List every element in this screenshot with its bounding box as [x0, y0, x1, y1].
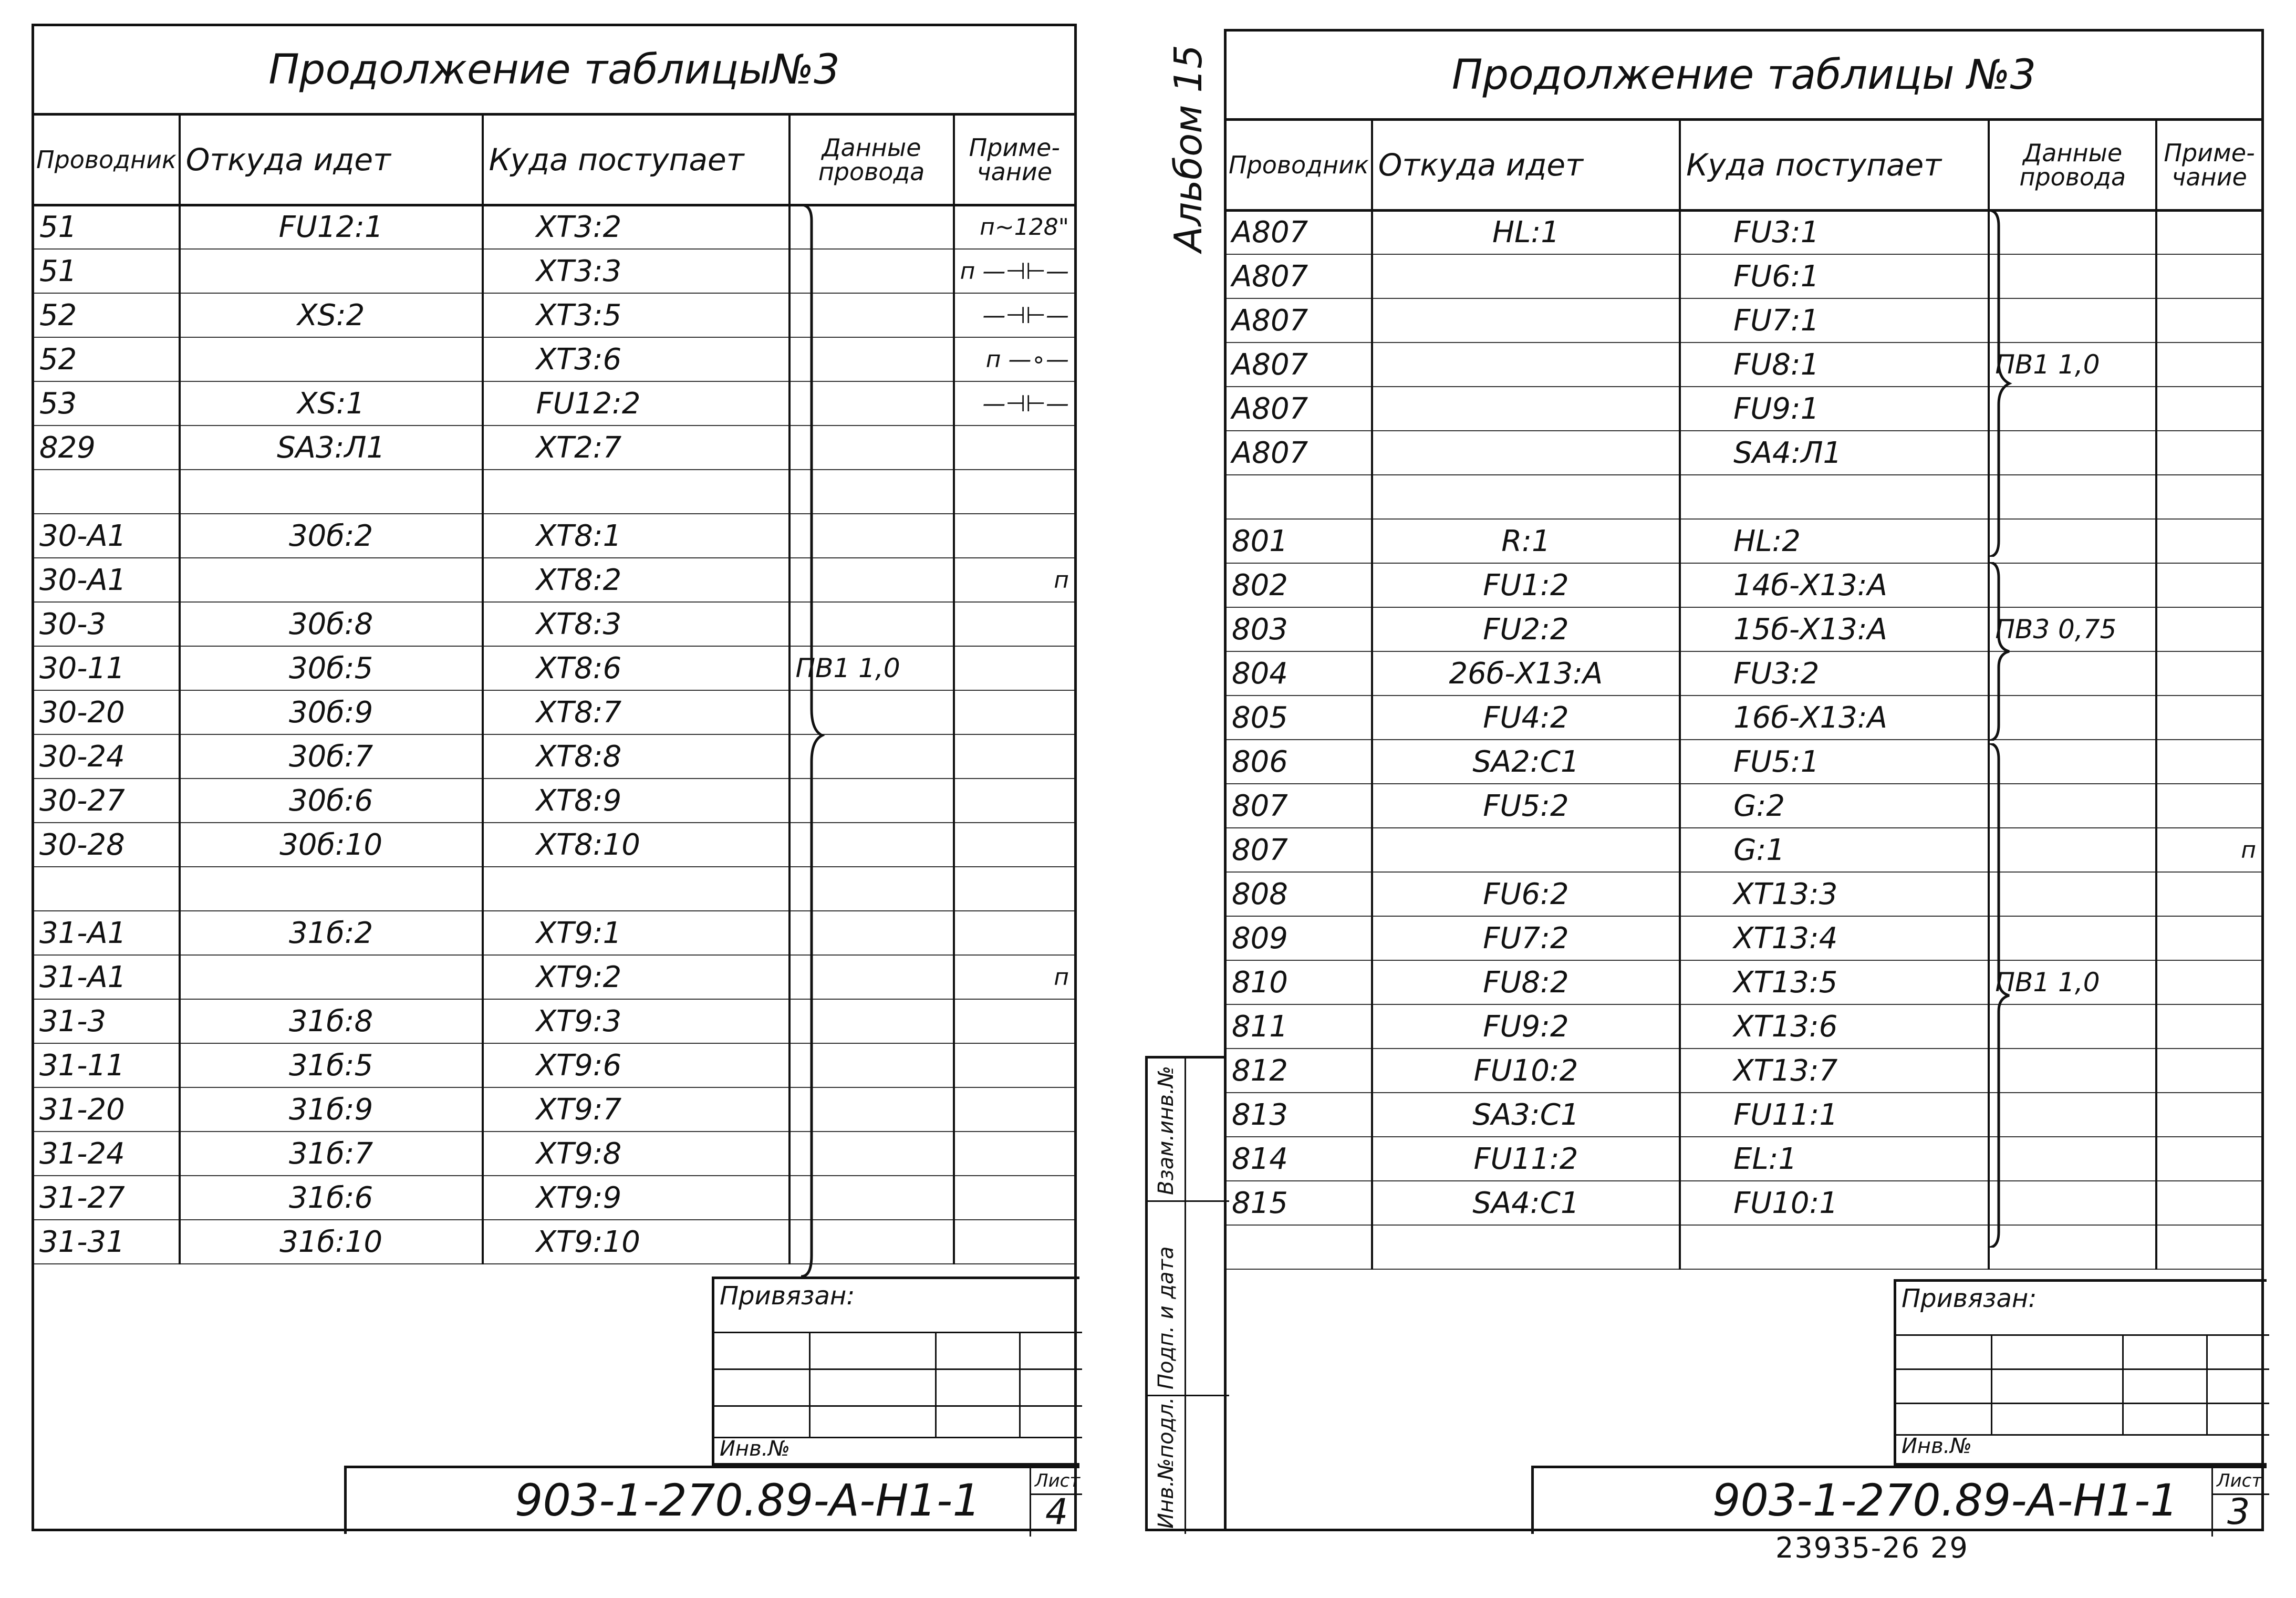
left-wire-table: [34, 116, 1074, 1264]
cell-note: п: [954, 558, 1074, 602]
cell-from: FU8:2: [1372, 960, 1680, 1004]
table-row: [34, 823, 1074, 867]
table-row: [1227, 343, 2261, 387]
header-to: Куда поступает: [483, 116, 789, 205]
left-inv-label: Инв.№: [720, 1437, 790, 1461]
cell-conductor: 51: [34, 205, 180, 249]
cell-to: FU12:2: [483, 381, 789, 426]
cell-note: [954, 514, 1074, 558]
album-label: Альбом 15: [1166, 45, 1210, 252]
cell-to: XT3:5: [483, 293, 789, 337]
cell-to: XT8:6: [483, 646, 789, 690]
right-inv-label: Инв.№: [1902, 1434, 1972, 1458]
cell-to: [1680, 475, 1989, 519]
cell-note: п~128": [954, 205, 1074, 249]
cell-conductor: 810: [1227, 960, 1372, 1004]
table-row: [1227, 607, 2261, 651]
cell-from: FU5:2: [1372, 784, 1680, 828]
left-table-body: [34, 205, 1074, 1264]
table-row: [34, 646, 1074, 690]
cell-from: [180, 337, 483, 381]
table-row: [1227, 431, 2261, 475]
cell-conductor: 31-24: [34, 1132, 180, 1176]
cell-to: XT13:7: [1680, 1049, 1989, 1093]
right-sheet-label: Лист: [2217, 1470, 2262, 1491]
cell-conductor: [1227, 1225, 1372, 1269]
cell-conductor: 31-11: [34, 1043, 180, 1087]
cell-conductor: [34, 470, 180, 514]
cell-to: XT3:3: [483, 249, 789, 293]
cell-from: [180, 470, 483, 514]
left-table-header-row: [34, 116, 1074, 205]
cell-to: [483, 470, 789, 514]
cell-to: FU9:1: [1680, 387, 1989, 431]
table-row: [1227, 696, 2261, 740]
cell-to: HL:2: [1680, 519, 1989, 563]
cell-to: FU3:2: [1680, 651, 1989, 696]
table-row: [34, 205, 1074, 249]
cell-to: FU6:1: [1680, 254, 1989, 298]
cell-from: [1372, 343, 1680, 387]
cell-conductor: 53: [34, 381, 180, 426]
cell-note: п: [954, 955, 1074, 999]
cell-note: [2156, 254, 2261, 298]
cell-note: [2156, 343, 2261, 387]
cell-from: [180, 867, 483, 911]
cell-to: XT9:2: [483, 955, 789, 999]
cell-to: XT9:9: [483, 1176, 789, 1220]
cell-from: SA3:Л1: [180, 426, 483, 470]
cell-from: FU12:1: [180, 205, 483, 249]
cell-to: [1680, 1225, 1989, 1269]
left-title-block: [344, 1466, 1079, 1534]
cell-note: [954, 867, 1074, 911]
side-label-inv-orig: Инв.№подл.: [1154, 1397, 1178, 1529]
header-conductor: Проводник: [1227, 121, 1372, 210]
cell-conductor: 31-31: [34, 1220, 180, 1264]
table-row: [34, 911, 1074, 955]
cell-to: XT8:3: [483, 602, 789, 646]
cell-conductor: 31-А1: [34, 955, 180, 999]
header-wire-data: Данные провода: [789, 116, 954, 205]
cell-note: [954, 1087, 1074, 1132]
cell-note: [954, 999, 1074, 1043]
table-row: [34, 558, 1074, 602]
left-sheet-title: Продолжение таблицы№3: [34, 26, 1074, 116]
cell-conductor: 52: [34, 337, 180, 381]
cell-conductor: 30-28: [34, 823, 180, 867]
right-title-block: [1531, 1466, 2267, 1534]
left-wire-data-brace: [796, 205, 827, 1277]
cell-to: XT13:6: [1680, 1004, 1989, 1049]
table-row: [1227, 828, 2261, 872]
cell-conductor: 31-А1: [34, 911, 180, 955]
cell-conductor: 806: [1227, 740, 1372, 784]
cell-from: [1372, 475, 1680, 519]
cell-to: XT3:2: [483, 205, 789, 249]
cell-to: EL:1: [1680, 1137, 1989, 1181]
cell-to: SA4:Л1: [1680, 431, 1989, 475]
header-wire-data: Данные провода: [1989, 121, 2156, 210]
cell-from: [1372, 431, 1680, 475]
cell-note: [954, 779, 1074, 823]
header-note: Приме-чание: [954, 116, 1074, 205]
cell-note: [2156, 872, 2261, 916]
table-row: [1227, 519, 2261, 563]
cell-conductor: 51: [34, 249, 180, 293]
cell-to: FU5:1: [1680, 740, 1989, 784]
table-row: [1227, 740, 2261, 784]
cell-note: [954, 1220, 1074, 1264]
table-row: [1227, 254, 2261, 298]
right-document-code: 903-1-270.89-А-Н1-1: [1712, 1475, 2178, 1526]
right-table-header-row: [1227, 121, 2261, 210]
cell-from: 31б:10: [180, 1220, 483, 1264]
cell-from: [1372, 298, 1680, 343]
cell-from: FU6:2: [1372, 872, 1680, 916]
cell-to: XT8:8: [483, 734, 789, 779]
right-wire-data-brace-2: [1983, 562, 2014, 741]
cell-from: 31б:2: [180, 911, 483, 955]
cell-from: [1372, 387, 1680, 431]
cell-note: [2156, 431, 2261, 475]
table-row: [34, 426, 1074, 470]
cell-from: FU10:2: [1372, 1049, 1680, 1093]
cell-from: XS:1: [180, 381, 483, 426]
table-row: [34, 1132, 1074, 1176]
right-sheet-number: 3: [2227, 1491, 2250, 1533]
cell-from: FU9:2: [1372, 1004, 1680, 1049]
cell-note: —⊣⊢—: [954, 381, 1074, 426]
cell-to: G:1: [1680, 828, 1989, 872]
cell-from: [1372, 1225, 1680, 1269]
cell-conductor: 807: [1227, 784, 1372, 828]
cell-to: XT8:9: [483, 779, 789, 823]
header-conductor: Проводник: [34, 116, 180, 205]
table-row: [1227, 475, 2261, 519]
cell-conductor: А807: [1227, 343, 1372, 387]
table-row: [34, 955, 1074, 999]
cell-conductor: 31-20: [34, 1087, 180, 1132]
cell-to: XT3:6: [483, 337, 789, 381]
cell-to: FU10:1: [1680, 1181, 1989, 1225]
cell-conductor: 52: [34, 293, 180, 337]
cell-from: [180, 249, 483, 293]
cell-from: 30б:2: [180, 514, 483, 558]
table-row: [1227, 872, 2261, 916]
table-row: [34, 293, 1074, 337]
cell-note: [2156, 1225, 2261, 1269]
cell-note: [954, 823, 1074, 867]
cell-to: 16б-X13:А: [1680, 696, 1989, 740]
table-row: [1227, 1181, 2261, 1225]
table-row: [34, 734, 1074, 779]
table-row: [34, 602, 1074, 646]
cell-note: [2156, 298, 2261, 343]
cell-to: XT8:10: [483, 823, 789, 867]
cell-from: 30б:8: [180, 602, 483, 646]
cell-to: FU8:1: [1680, 343, 1989, 387]
cell-conductor: 811: [1227, 1004, 1372, 1049]
cell-wire-data: ПВ1 1,0: [789, 646, 954, 690]
cell-from: 31б:8: [180, 999, 483, 1043]
cell-conductor: 30-11: [34, 646, 180, 690]
table-row: [1227, 960, 2261, 1004]
cell-conductor: А807: [1227, 210, 1372, 254]
right-sheet-title: Продолжение таблицы №3: [1227, 32, 2261, 121]
table-row: [34, 1220, 1074, 1264]
left-bound-stamp: [712, 1277, 1079, 1466]
right-side-strip: [1145, 1056, 1227, 1531]
cell-from: FU4:2: [1372, 696, 1680, 740]
cell-from: SA4:С1: [1372, 1181, 1680, 1225]
cell-from: 31б:9: [180, 1087, 483, 1132]
right-wire-data-brace-3: [1983, 743, 2014, 1248]
cell-from: 31б:5: [180, 1043, 483, 1087]
cell-to: XT9:6: [483, 1043, 789, 1087]
cell-conductor: 812: [1227, 1049, 1372, 1093]
cell-conductor: 829: [34, 426, 180, 470]
table-row: [1227, 298, 2261, 343]
cell-from: SA3:С1: [1372, 1093, 1680, 1137]
cell-to: XT9:10: [483, 1220, 789, 1264]
table-row: [1227, 651, 2261, 696]
cell-to: FU7:1: [1680, 298, 1989, 343]
cell-to: [483, 867, 789, 911]
left-sheet: [32, 24, 1081, 1533]
cell-conductor: 807: [1227, 828, 1372, 872]
cell-conductor: 805: [1227, 696, 1372, 740]
cell-from: 30б:6: [180, 779, 483, 823]
cell-to: FU11:1: [1680, 1093, 1989, 1137]
cell-conductor: 30-А1: [34, 558, 180, 602]
cell-conductor: 30-20: [34, 690, 180, 734]
cell-note: [2156, 1093, 2261, 1137]
archive-number: 23935-26 29: [1775, 1531, 1969, 1564]
cell-note: [954, 1176, 1074, 1220]
cell-note: [2156, 916, 2261, 960]
cell-from: [1372, 254, 1680, 298]
table-row: [34, 337, 1074, 381]
table-row: [34, 470, 1074, 514]
cell-note: [2156, 563, 2261, 607]
right-sheet: [1224, 29, 2264, 1531]
right-table-body: [1227, 210, 2261, 1269]
table-row: [34, 690, 1074, 734]
table-row: [34, 381, 1074, 426]
cell-note: [954, 426, 1074, 470]
cell-note: [954, 1132, 1074, 1176]
cell-to: XT13:5: [1680, 960, 1989, 1004]
table-row: [34, 1176, 1074, 1220]
cell-to: XT9:3: [483, 999, 789, 1043]
cell-note: [2156, 1004, 2261, 1049]
cell-to: XT9:7: [483, 1087, 789, 1132]
cell-from: [1372, 828, 1680, 872]
cell-from: FU2:2: [1372, 607, 1680, 651]
table-row: [34, 867, 1074, 911]
cell-from: 30б:5: [180, 646, 483, 690]
cell-note: [2156, 607, 2261, 651]
cell-wire-data: ПВ3 0,75: [1989, 607, 2156, 651]
header-from: Откуда идет: [1372, 121, 1680, 210]
table-row: [34, 1087, 1074, 1132]
cell-note: [2156, 387, 2261, 431]
cell-conductor: 30-3: [34, 602, 180, 646]
cell-note: [2156, 475, 2261, 519]
cell-conductor: 813: [1227, 1093, 1372, 1137]
cell-note: [954, 646, 1074, 690]
cell-note: п —⊣⊢—: [954, 249, 1074, 293]
cell-note: [2156, 784, 2261, 828]
cell-conductor: [34, 867, 180, 911]
cell-note: [954, 734, 1074, 779]
cell-note: [954, 602, 1074, 646]
cell-to: XT2:7: [483, 426, 789, 470]
header-from: Откуда идет: [180, 116, 483, 205]
cell-conductor: 30-27: [34, 779, 180, 823]
cell-conductor: 802: [1227, 563, 1372, 607]
cell-from: R:1: [1372, 519, 1680, 563]
table-row: [1227, 387, 2261, 431]
cell-note: [2156, 651, 2261, 696]
right-bound-label: Привязан:: [1902, 1284, 2037, 1313]
side-label-signature-date: Подп. и дата: [1154, 1246, 1178, 1389]
cell-to: XT8:2: [483, 558, 789, 602]
table-row: [1227, 1137, 2261, 1181]
table-row: [34, 249, 1074, 293]
cell-to: 14б-X13:А: [1680, 563, 1989, 607]
cell-note: [2156, 696, 2261, 740]
cell-note: [2156, 1137, 2261, 1181]
cell-from: 31б:6: [180, 1176, 483, 1220]
left-sheet-number: 4: [1045, 1491, 1068, 1533]
cell-from: 30б:10: [180, 823, 483, 867]
cell-note: п —∘—: [954, 337, 1074, 381]
cell-note: п: [2156, 828, 2261, 872]
cell-to: XT13:3: [1680, 872, 1989, 916]
cell-to: XT9:1: [483, 911, 789, 955]
cell-note: [2156, 1049, 2261, 1093]
cell-from: HL:1: [1372, 210, 1680, 254]
table-row: [1227, 1093, 2261, 1137]
cell-note: [2156, 960, 2261, 1004]
cell-note: [2156, 210, 2261, 254]
left-document-code: 903-1-270.89-А-Н1-1: [515, 1475, 981, 1526]
cell-note: [2156, 1181, 2261, 1225]
cell-conductor: 815: [1227, 1181, 1372, 1225]
cell-conductor: А807: [1227, 431, 1372, 475]
cell-conductor: [1227, 475, 1372, 519]
table-row: [1227, 563, 2261, 607]
left-bound-label: Привязан:: [720, 1281, 855, 1311]
table-row: [1227, 916, 2261, 960]
cell-to: XT8:1: [483, 514, 789, 558]
left-sheet-label: Лист: [1035, 1470, 1081, 1491]
cell-from: [180, 558, 483, 602]
cell-conductor: 808: [1227, 872, 1372, 916]
cell-conductor: 809: [1227, 916, 1372, 960]
cell-from: 31б:7: [180, 1132, 483, 1176]
cell-to: 15б-X13:А: [1680, 607, 1989, 651]
right-bound-stamp: [1894, 1279, 2267, 1466]
right-wire-table: [1227, 121, 2261, 1270]
cell-from: 30б:9: [180, 690, 483, 734]
cell-conductor: 31-3: [34, 999, 180, 1043]
header-to: Куда поступает: [1680, 121, 1989, 210]
header-note: Приме-чание: [2156, 121, 2261, 210]
table-row: [1227, 210, 2261, 254]
cell-from: SA2:С1: [1372, 740, 1680, 784]
table-row: [1227, 1225, 2261, 1269]
cell-to: XT9:8: [483, 1132, 789, 1176]
cell-note: —⊣⊢—: [954, 293, 1074, 337]
cell-to: XT8:7: [483, 690, 789, 734]
cell-conductor: 801: [1227, 519, 1372, 563]
cell-note: [954, 470, 1074, 514]
cell-note: [954, 690, 1074, 734]
cell-conductor: А807: [1227, 387, 1372, 431]
cell-note: [954, 1043, 1074, 1087]
table-row: [1227, 784, 2261, 828]
cell-conductor: 31-27: [34, 1176, 180, 1220]
cell-note: [954, 911, 1074, 955]
cell-conductor: А807: [1227, 254, 1372, 298]
cell-from: FU1:2: [1372, 563, 1680, 607]
table-row: [34, 999, 1074, 1043]
cell-wire-data: ПВ1 1,0: [1989, 960, 2156, 1004]
cell-conductor: А807: [1227, 298, 1372, 343]
side-label-replacement-inv: Взам.инв.№: [1154, 1065, 1178, 1195]
cell-from: 26б-X13:А: [1372, 651, 1680, 696]
cell-from: FU7:2: [1372, 916, 1680, 960]
table-row: [34, 514, 1074, 558]
table-row: [34, 1043, 1074, 1087]
cell-to: XT13:4: [1680, 916, 1989, 960]
cell-conductor: 30-А1: [34, 514, 180, 558]
cell-conductor: 803: [1227, 607, 1372, 651]
cell-note: [2156, 519, 2261, 563]
cell-note: [2156, 740, 2261, 784]
cell-from: FU11:2: [1372, 1137, 1680, 1181]
table-row: [1227, 1049, 2261, 1093]
table-row: [1227, 1004, 2261, 1049]
cell-from: [180, 955, 483, 999]
cell-to: FU3:1: [1680, 210, 1989, 254]
cell-conductor: 814: [1227, 1137, 1372, 1181]
right-wire-data-brace-1: [1983, 210, 2014, 557]
cell-wire-data: ПВ1 1,0: [1989, 343, 2156, 387]
cell-from: XS:2: [180, 293, 483, 337]
cell-from: 30б:7: [180, 734, 483, 779]
cell-conductor: 30-24: [34, 734, 180, 779]
cell-conductor: 804: [1227, 651, 1372, 696]
table-row: [34, 779, 1074, 823]
cell-to: G:2: [1680, 784, 1989, 828]
